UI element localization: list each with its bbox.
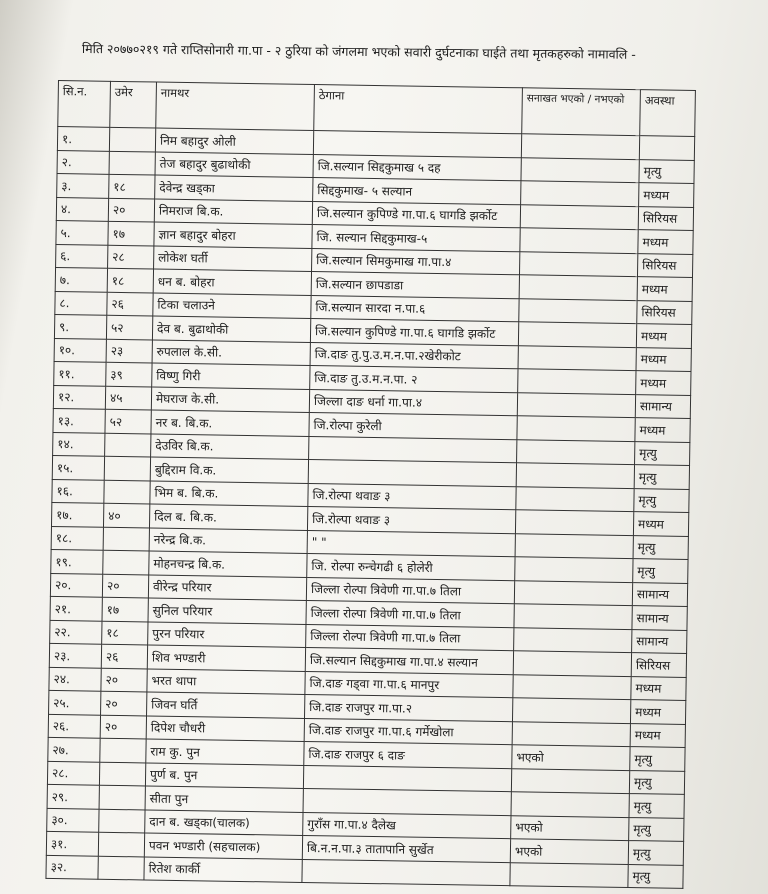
header-address: ठेगाना [314,85,523,134]
cell-age: ३९ [106,362,152,386]
cell-sn: १४. [53,432,105,456]
cell-address [313,131,521,158]
cell-sn: २१. [50,596,102,620]
cell-age [109,151,155,175]
table-body [46,127,695,889]
cell-sn: ३२. [46,855,98,879]
cell-sn: २०. [50,573,102,597]
cell-name: शिव भण्डारी [147,645,305,671]
cell-identified [510,862,628,887]
cell-status: मृत्यु [628,841,683,865]
cell-age: २० [100,715,146,739]
cell-status: मृत्यु [630,747,685,771]
cell-status: मध्यम [636,324,691,348]
cell-address: जिल्ला रोल्पा त्रिवेणी गा.पा.७ तिला [306,624,514,651]
cell-address [303,788,511,815]
cell-name: दान ब. खड्का(चालक) [145,809,303,835]
cell-name: रुपलाल के.सी. [152,340,310,366]
cell-name: देवेन्द्र खड्का [155,175,313,201]
cell-age [98,832,144,856]
cell-name: निमराज बि.क. [154,199,312,225]
cell-identified [521,157,639,182]
cell-age: २० [101,668,147,692]
cell-sn: १७. [51,502,103,526]
cell-age: २० [108,198,154,222]
header-identified: सनाखत भएको / नभएको [522,88,641,136]
cell-name: विष्णु गिरी [152,363,310,389]
cell-status: मध्यम [633,512,688,536]
cell-identified [511,792,629,817]
cell-address: गुराँस गा.पा.४ दैलेख [303,812,511,839]
cell-sn: ६. [56,244,108,268]
casualty-table [45,80,695,889]
cell-name: नर ब. बि.क. [151,410,309,436]
header-name: नामथर [156,82,315,130]
cell-name: टिका चलाउने [153,293,311,319]
cell-age: १८ [102,621,148,645]
cell-identified: भएको [511,815,629,840]
cell-sn: २९. [47,784,99,808]
cell-status: मृत्यु [628,864,683,888]
cell-identified [519,298,637,323]
cell-address: " " [307,530,515,557]
document-title: मिति २०७७०२१९ गते राप्तिसोनारी गा.पा - २ ठुरिया को जंगलमा भएको सवारी दुर्घटनाका घाईते तथा मृतकहरुको नामावलि - [81,40,636,62]
cell-status: सामान्य [632,582,687,606]
cell-identified [513,651,631,676]
cell-status: सिरियस [637,253,692,277]
cell-identified [516,486,634,511]
cell-address: जि.सल्यान सिद्दकुमाख ५ दह [313,154,521,181]
cell-age: ४० [103,503,149,527]
cell-identified [511,768,629,793]
cell-identified [520,228,638,253]
cell-identified [514,604,632,629]
cell-age: ५२ [105,409,151,433]
cell-name: रितेश कार्की [144,856,302,882]
cell-status: मृत्यु [639,159,694,183]
cell-name: भिम ब. बि.क. [150,480,308,506]
cell-sn: २७. [48,737,100,761]
cell-name: ज्ञान बहादुर बोहरा [154,222,312,248]
cell-age [103,550,149,574]
cell-sn: १८. [51,526,103,550]
cell-age: ५२ [106,315,152,339]
cell-name: मेघराज के.सी. [151,387,309,413]
cell-status: मृत्यु [634,465,689,489]
cell-status: मृत्यु [629,817,684,841]
cell-identified [513,674,631,699]
cell-address: जि.दाङ तु.पु.उ.म.न.पा.२खेरीकोट [310,342,518,369]
cell-status: सामान्य [632,629,687,653]
cell-age [99,785,145,809]
cell-address: जि.दाङ गड्वा गा.पा.६ मानपुर [305,671,513,698]
cell-age [98,856,144,880]
cell-address: जि.सल्यान छापडाडा [311,272,519,299]
cell-address: जि.सल्यान सिमकुमाख गा.पा.४ [312,248,520,275]
cell-age [99,809,145,833]
cell-status: सामान्य [635,394,690,418]
cell-address [308,459,516,486]
cell-status: सिरियस [637,300,692,324]
cell-identified [518,322,636,347]
cell-sn: १९. [51,549,103,573]
cell-name: बुद्दिराम वि.क. [150,457,308,483]
cell-status: मृत्यु [629,794,684,818]
cell-identified [517,416,635,441]
cell-address [302,859,510,886]
cell-identified [514,627,632,652]
cell-sn: १५. [52,455,104,479]
cell-identified [519,275,637,300]
cell-sn: १. [57,127,109,151]
cell-address: जि.दाङ राजपुर गा.पा.२ [305,694,513,721]
cell-sn: १३. [53,408,105,432]
cell-name: धन ब. बोहरा [153,269,311,295]
cell-sn: ४. [56,197,108,221]
cell-address: बि.न.न.पा.३ तातापानि सुर्खेत [302,835,510,862]
cell-age: १८ [109,174,155,198]
header-age: उमेर [110,81,157,128]
cell-sn: ३. [57,173,109,197]
cell-sn: ९. [54,314,106,338]
cell-status: मृत्यु [634,488,689,512]
cell-sn: २८. [47,761,99,785]
cell-sn: ३०. [47,808,99,832]
cell-age: २६ [107,292,153,316]
cell-name: निम बहादुर ओली [155,128,313,154]
cell-status: मृत्यु [633,559,688,583]
cell-address: जि.दाङ राजपुर ६ दाङ [304,741,512,768]
cell-identified [521,134,639,159]
cell-age [109,127,155,151]
cell-sn: १६. [52,479,104,503]
cell-sn: २३. [49,643,101,667]
cell-identified [521,181,639,206]
cell-age: १८ [107,268,153,292]
header-status: अवस्था [640,90,696,137]
cell-sn: ७. [55,267,107,291]
cell-status: मध्यम [635,418,690,442]
cell-identified [518,345,636,370]
cell-name: पुरन परियार [148,621,306,647]
cell-status: मध्यम [630,700,685,724]
cell-address: जिल्ला रोल्पा त्रिवेणी गा.पा.७ तिला [306,600,514,627]
cell-sn: १२. [53,385,105,409]
cell-name: देव ब. बुढाथोकी [152,316,310,342]
header-sn: सि.न. [58,81,111,128]
cell-age [103,527,149,551]
cell-sn: ३१. [46,831,98,855]
cell-age: १७ [108,221,154,245]
cell-age: १७ [102,597,148,621]
cell-status: मध्यम [636,371,691,395]
cell-name: नरेन्द्र बि.क. [149,527,307,553]
cell-address: जि. सल्यान सिद्दकुमाख-५ [312,225,520,252]
cell-identified [514,580,632,605]
cell-name: दिपेश चौधरी [146,715,304,741]
cell-age [100,738,146,762]
cell-name: देउविर बि.क. [151,434,309,460]
cell-sn: २६. [48,714,100,738]
cell-age: २६ [101,644,147,668]
cell-name: तेज बहादुर बुढाथोकी [155,152,313,178]
cell-sn: २५. [49,690,101,714]
cell-age [99,762,145,786]
cell-status: मध्यम [639,183,694,207]
cell-sn: ११. [54,361,106,385]
cell-age: २३ [106,339,152,363]
cell-identified [512,721,630,746]
cell-identified [516,463,634,488]
cell-sn: २४. [49,667,101,691]
cell-name: वीरेन्द्र परियार [148,574,306,600]
cell-address [303,765,511,792]
cell-identified [517,392,635,417]
cell-age [104,480,150,504]
cell-status: सामान्य [632,606,687,630]
cell-sn: २. [57,150,109,174]
cell-address: जि.दाङ तु.उ.म.न.पा. २ [310,365,518,392]
cell-age: २० [102,574,148,598]
cell-address: जिल्ला दाङ धर्ना गा.पा.४ [309,389,517,416]
cell-status [639,136,694,160]
cell-name: दिल ब. बि.क. [149,504,307,530]
cell-status: सिरियस [631,653,686,677]
cell-address: जि.रोल्पा कुरेली [309,412,517,439]
cell-name: सुनिल परियार [148,598,306,624]
cell-address: जिल्ला रोल्पा त्रिवेणी गा.पा.७ तिला [306,577,514,604]
cell-status: मृत्यु [633,535,688,559]
cell-age: २८ [108,245,154,269]
cell-status: मध्यम [636,347,691,371]
cell-age: ४५ [105,386,151,410]
cell-address: जि.दाङ राजपुर गा.पा.६ गर्मेखोला [304,718,512,745]
cell-sn: १०. [54,338,106,362]
cell-sn: २२. [50,620,102,644]
cell-sn: ८. [55,291,107,315]
cell-name: सीता पुन [145,786,303,812]
cell-identified [519,251,637,276]
cell-address: जि.सल्यान सारदा न.पा.६ [311,295,519,322]
cell-name: लोकेश घर्ती [154,246,312,272]
cell-name: राम कु. पुन [146,739,304,765]
cell-name: भरत थापा [147,668,305,694]
cell-address [309,436,517,463]
cell-sn: ५. [56,220,108,244]
cell-identified [515,510,633,535]
cell-status: मृत्यु [635,441,690,465]
cell-age [105,433,151,457]
cell-identified: भएको [510,839,628,864]
cell-address: जि.सल्यान कुपिण्डे गा.पा.६ घागडि झर्कोट [310,319,518,346]
cell-status: मध्यम [637,277,692,301]
cell-address: सिद्दकुमाख- ५ सल्यान [313,178,521,205]
cell-address: जि.सल्यान सिद्दकुमाख गा.पा.४ सल्यान [305,647,513,674]
cell-address: जि. रोल्पा रुन्चेगढी ६ होलेरी [307,553,515,580]
cell-identified: भएको [512,745,630,770]
cell-address: जि.रोल्पा थवाङ ३ [307,506,515,533]
cell-address: जि.सल्यान कुपिण्डे गा.पा.६ घागडि झर्कोट [312,201,520,228]
cell-name: पुर्ण ब. पुन [145,762,303,788]
cell-identified [515,533,633,558]
cell-name: जिवन घर्ति [147,692,305,718]
cell-identified [515,557,633,582]
cell-identified [517,439,635,464]
cell-status: मध्यम [631,676,686,700]
cell-identified [520,204,638,229]
cell-name: मोहनचन्द्र बि.क. [149,551,307,577]
cell-name: पवन भण्डारी (सहचालक) [144,833,302,859]
cell-status: मध्यम [638,230,693,254]
cell-identified [512,698,630,723]
cell-status: सिरियस [638,206,693,230]
cell-age [104,456,150,480]
cell-age: २० [101,691,147,715]
cell-status: मृत्यु [629,770,684,794]
cell-status: मध्यम [630,723,685,747]
cell-identified [518,369,636,394]
cell-address: जि.रोल्पा थवाङ ३ [308,483,516,510]
